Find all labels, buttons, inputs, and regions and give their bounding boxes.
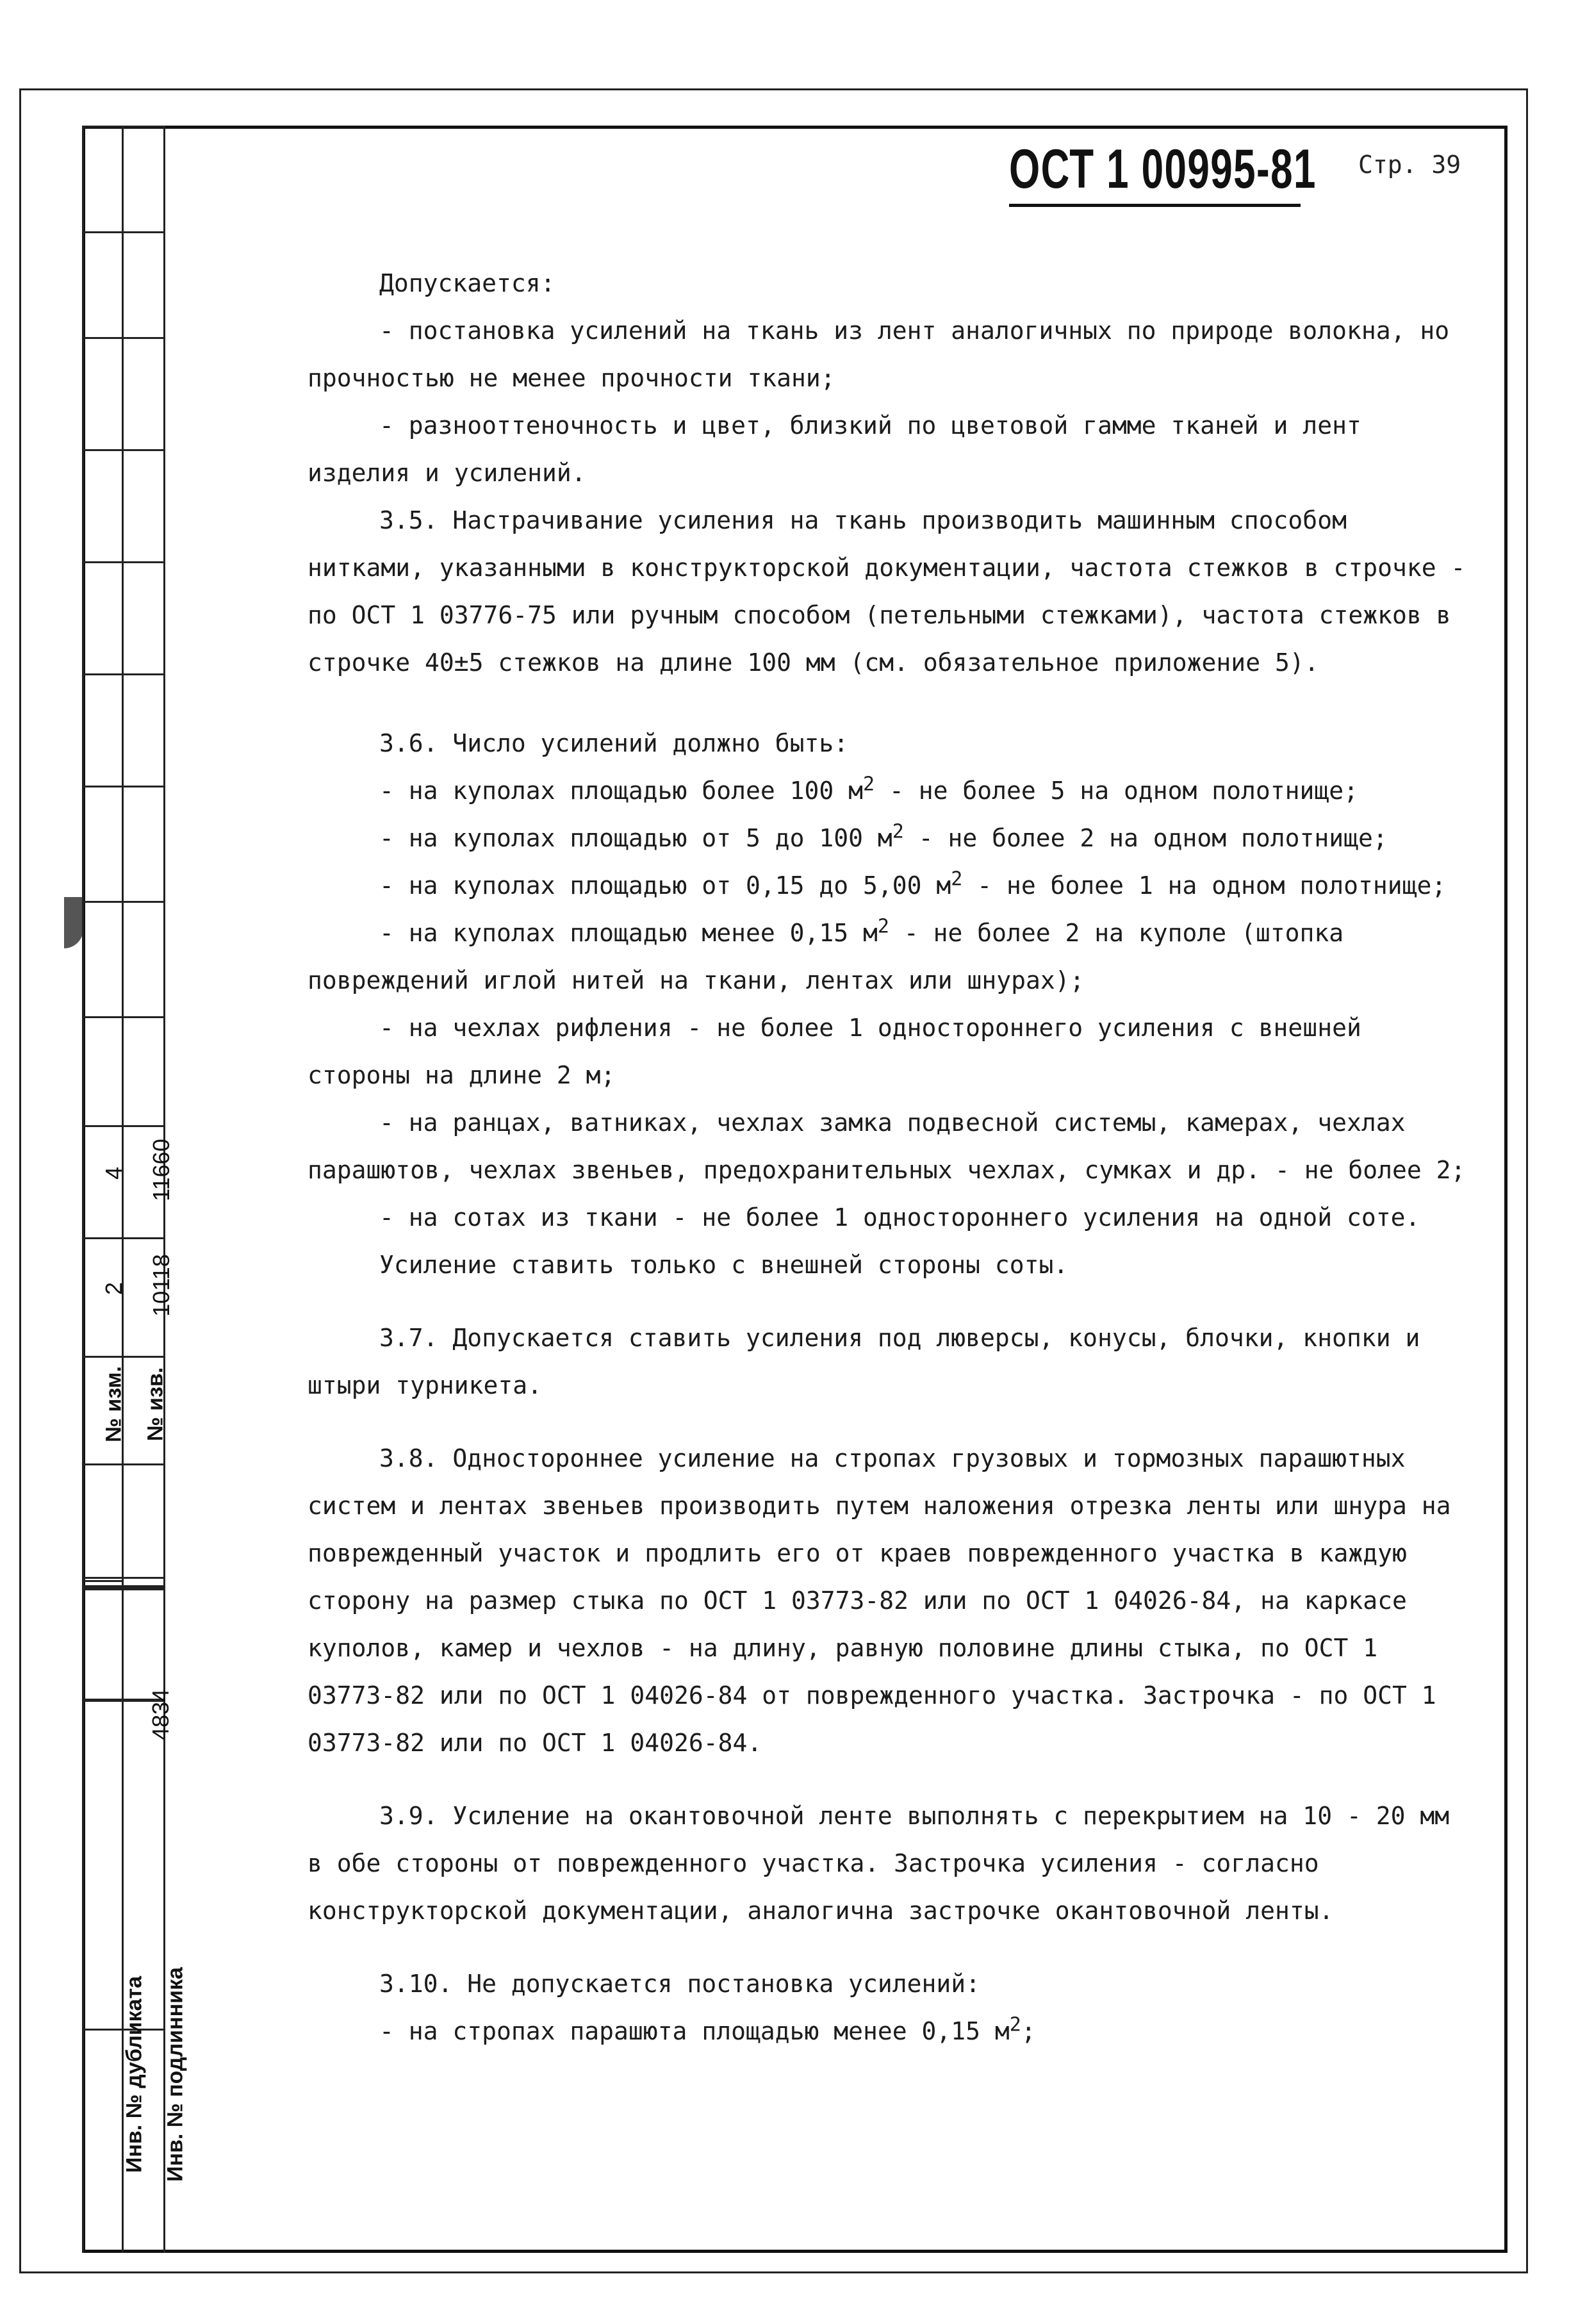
text: - на куполах площадью более 100 м <box>379 777 863 805</box>
paragraph-3-10: 3.10. Не допускается постановка усилений: <box>379 1970 980 1998</box>
table-line <box>82 126 165 128</box>
list-item <box>308 2007 1467 2055</box>
paragraph-3-8: 3.8. Одностороннее усиление на стропах грузовых и тормозных парашютных систем и лентах звеньев производить путем наложения отрезка ленты или шнура на поврежденный участок и продлить его от краев поврежденного участка в каждую сторону на размер стыка по ОСТ 1 03773-82 или по ОСТ 1 04026-84, на каркасе куполов, камер и чехлов - на длину, равную половине длины стыка, по ОСТ 1 03773-82 или по ОСТ 1 04026-84 от поврежденного участка. Застрочка - по ОСТ 1 03773-82 или по ОСТ 1 04026-84. <box>308 1444 1451 1757</box>
izm-value-1: 2 <box>101 1281 127 1296</box>
text: - не более 2 на одном полотнище; <box>918 824 1388 852</box>
document-code: ОСТ 1 00995-81 <box>1009 138 1317 200</box>
superscript: 2 <box>877 915 889 938</box>
izm-value-2: 4 <box>101 1166 127 1180</box>
list-item <box>308 767 1467 814</box>
table-line <box>82 901 165 903</box>
spacer <box>308 1767 1467 1792</box>
paragraph: - разнооттеночность и цвет, близкий по цветовой гамме тканей и лент изделия и усилений. <box>308 411 1361 487</box>
text: - на стропах парашюта площадью менее 0,15 м <box>379 2017 1010 2045</box>
paragraph: - постановка усилений на ткань из лент аналогичных по природе волокна, но прочностью не менее прочности ткани; <box>308 317 1450 392</box>
spacer <box>308 1934 1467 1960</box>
table-line <box>82 1580 122 1582</box>
document-body <box>308 260 1467 2055</box>
inv-podl-label: Инв. № подлинника <box>163 1967 188 2182</box>
list-item <box>308 909 1467 1004</box>
superscript: 2 <box>1009 2013 1021 2036</box>
header-underline <box>1009 204 1301 207</box>
table-line <box>82 1463 165 1465</box>
text: - не более 1 на одном полотнище; <box>977 871 1447 900</box>
table-line <box>82 1125 165 1127</box>
inv-podl-value: 4834 <box>147 1688 174 1741</box>
inv-dubl-label: Инв. № дубликата <box>122 1975 147 2173</box>
izv-value-1: 10118 <box>148 1254 174 1317</box>
superscript: 2 <box>951 868 963 891</box>
table-line <box>82 1585 165 1590</box>
paragraph-3-6: 3.6. Число усилений должно быть: <box>379 729 849 757</box>
table-line <box>82 1577 165 1579</box>
paragraph: Допускается: <box>379 269 555 297</box>
paragraph: Усиление ставить только с внешней стороны соты. <box>379 1251 1069 1279</box>
list-item <box>308 862 1467 909</box>
izm-label: № изм. <box>101 1366 126 1442</box>
text: - не более 5 на одном полотнище; <box>889 777 1359 805</box>
paragraph-3-7: 3.7. Допускается ставить усиления под люверсы, конусы, блочки, кнопки и штыри турникета. <box>308 1324 1420 1399</box>
list-item: - на ранцах, ватниках, чехлах замка подвесной системы, камерах, чехлах парашютов, чехлах звеньев, предохранительных чехлах, сумках и др. - не более 2; <box>308 1108 1466 1184</box>
table-line <box>82 449 165 451</box>
table-line <box>82 231 165 233</box>
spacer <box>308 1289 1467 1314</box>
text: - не более 2 на куполе (штопка повреждений иглой нитей на ткани, лентах или шнурах); <box>308 919 1344 994</box>
text: - на куполах площадью менее 0,15 м <box>379 919 878 947</box>
spacer <box>308 1409 1467 1435</box>
izv-value-2: 11660 <box>148 1139 174 1201</box>
text: - на куполах площадью от 0,15 до 5,00 м <box>379 871 951 900</box>
list-item <box>308 814 1467 862</box>
text: ; <box>1021 2017 1036 2045</box>
table-line <box>82 126 84 2253</box>
paragraph-3-9: 3.9. Усиление на окантовочной ленте выполнять с перекрытием на 10 - 20 мм в обе стороны от поврежденного участка. Застрочка усиления - согласно конструкторской документации, аналогична застрочке окантовочной ленты. <box>308 1802 1450 1925</box>
izv-label: № изв. <box>143 1367 168 1442</box>
list-item: - на сотах из ткани - не более 1 одностороннего усиления на одной соте. <box>379 1203 1420 1232</box>
table-line <box>82 1237 165 1239</box>
table-line <box>82 561 165 563</box>
spacer <box>308 686 1467 720</box>
superscript: 2 <box>892 820 904 843</box>
table-line <box>82 1016 165 1018</box>
paragraph-3-5: 3.5. Настрачивание усиления на ткань производить машинным способом нитками, указанными в конструкторской документации, частота стежков в строчке - по ОСТ 1 03776-75 или ручным способом (петельными стежками), частота стежков в строчке 40±5 стежков на длине 100 мм (см. обязательное приложение 5). <box>308 506 1466 677</box>
table-line <box>82 337 165 339</box>
table-line <box>82 673 165 675</box>
superscript: 2 <box>862 773 875 796</box>
list-item: - на чехлах рифления - не более 1 одностороннего усиления с внешней стороны на длине 2 м; <box>308 1014 1361 1089</box>
table-line <box>82 1356 165 1358</box>
table-line <box>82 786 165 787</box>
page-number: Стр. 39 <box>1358 151 1461 179</box>
text: - на куполах площадью от 5 до 100 м <box>379 824 892 852</box>
